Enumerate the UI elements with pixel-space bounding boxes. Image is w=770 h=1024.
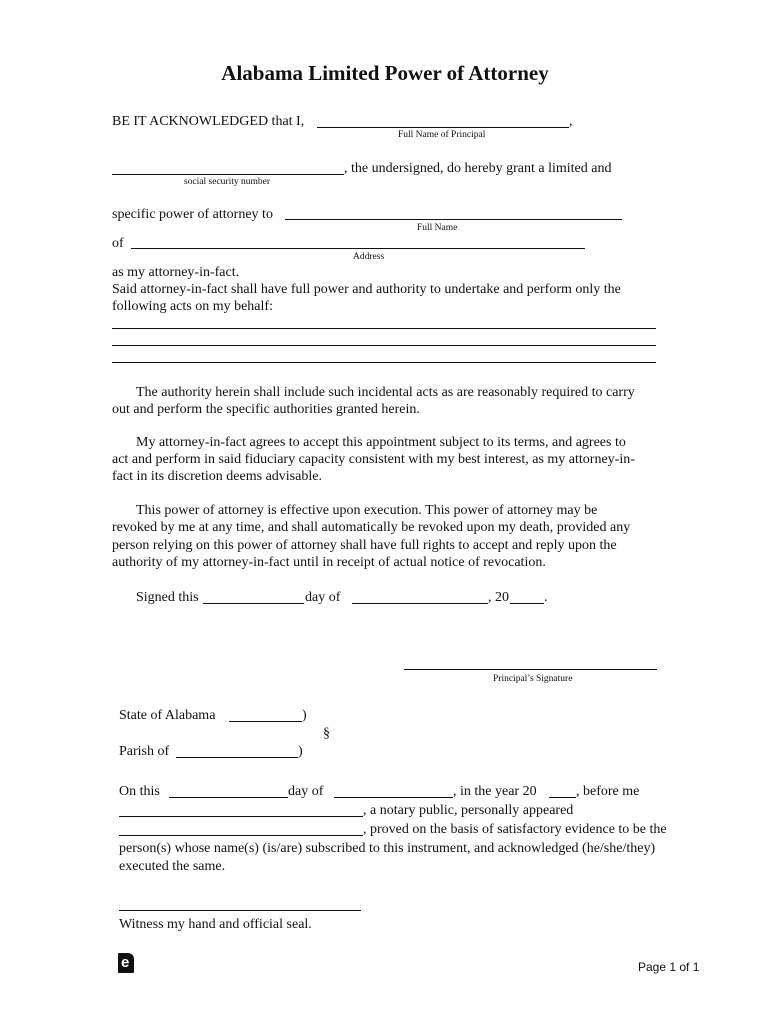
acts-line-2[interactable] [112, 345, 656, 346]
ssn-caption: social security number [184, 177, 271, 187]
acts-line-1[interactable] [112, 328, 656, 329]
address-line[interactable] [131, 248, 585, 249]
notary-public-text: , a notary public, personally appeared [363, 803, 574, 818]
paragraph-3-line-2: revoked by me at any time, and shall automatically be revoked upon my death, provided any [112, 520, 631, 535]
parish-line[interactable] [176, 757, 298, 758]
signed-year-line[interactable] [510, 603, 544, 604]
attorney-name-line[interactable] [285, 219, 622, 220]
logo-letter: e [121, 954, 130, 971]
signed-this-label: Signed this [136, 590, 199, 605]
state-of-label: State of Alabama [119, 708, 216, 723]
ssn-line[interactable] [112, 174, 344, 175]
parish-of-label: Parish of [119, 744, 170, 759]
of-label: of [112, 236, 124, 251]
notary-name-line[interactable] [119, 816, 363, 817]
said-line-1: Said attorney-in-fact shall have full power and authority to undertake and perform only the [112, 282, 621, 297]
paragraph-2-line-1: My attorney-in-fact agrees to accept this appointment subject to its terms, and agrees to [136, 435, 626, 450]
paragraph-1-line-1: The authority herein shall include such incidental acts as are reasonably required to carry [136, 385, 635, 400]
parish-paren: ) [298, 744, 303, 759]
logo-icon [118, 953, 134, 973]
paragraph-3-line-1: This power of attorney is effective upon execution. This power of attorney may be [136, 503, 598, 518]
witness-text: Witness my hand and official seal. [119, 917, 312, 932]
principal-name-line[interactable] [317, 127, 569, 128]
persons-line: person(s) whose name(s) (is/are) subscribed to this instrument, and acknowledged (he/she/they) [119, 841, 656, 856]
before-me-label: , before me [576, 784, 640, 799]
appeared-name-line[interactable] [119, 835, 363, 836]
proved-text: , proved on the basis of satisfactory evidence to be the [363, 822, 667, 837]
in-the-year-label: , in the year 20 [453, 784, 537, 799]
notary-day-line[interactable] [169, 797, 288, 798]
signed-day-of-label: day of [305, 590, 341, 605]
notary-year-line[interactable] [549, 797, 576, 798]
full-name-caption: Full Name [417, 223, 458, 233]
state-paren: ) [302, 708, 307, 723]
paragraph-2-line-2: act and perform in said fiduciary capacity consistent with my best interest, as my attorney-in- [112, 452, 635, 467]
on-this-label: On this [119, 784, 160, 799]
notary-day-of-label: day of [288, 784, 324, 799]
document-title: Alabama Limited Power of Attorney [221, 61, 549, 85]
grant-text: , the undersigned, do hereby grant a limited and [344, 161, 612, 176]
principal-signature-line[interactable] [404, 669, 657, 670]
signed-period: . [544, 590, 548, 605]
section-symbol: § [323, 726, 330, 741]
paragraph-2-line-3: fact in its discretion deems advisable. [112, 469, 322, 484]
acts-line-3[interactable] [112, 362, 656, 363]
paragraph-1-line-2: out and perform the specific authorities granted herein. [112, 402, 420, 417]
signed-day-line[interactable] [203, 603, 304, 604]
page-number: Page 1 of 1 [638, 960, 700, 974]
intro-text: BE IT ACKNOWLEDGED that I, [112, 114, 305, 129]
notary-signature-line[interactable] [119, 910, 361, 911]
paragraph-3-line-4: authority of my attorney-in-fact until in receipt of actual notice of revocation. [112, 555, 546, 570]
address-caption: Address [353, 252, 385, 262]
principal-signature-caption: Principal’s Signature [493, 674, 573, 684]
signed-year-prefix: , 20 [488, 590, 509, 605]
state-line[interactable] [229, 721, 302, 722]
full-name-principal-caption: Full Name of Principal [398, 130, 486, 140]
said-line-2: following acts on my behalf: [112, 299, 273, 314]
notary-month-line[interactable] [334, 797, 453, 798]
intro-comma: , [569, 114, 573, 129]
specific-text: specific power of attorney to [112, 207, 273, 222]
executed-line: executed the same. [119, 859, 226, 874]
as-attorney-text: as my attorney-in-fact. [112, 265, 240, 280]
paragraph-3-line-3: person relying on this power of attorney shall have full rights to accept and reply upon the [112, 538, 617, 553]
signed-month-line[interactable] [352, 603, 488, 604]
